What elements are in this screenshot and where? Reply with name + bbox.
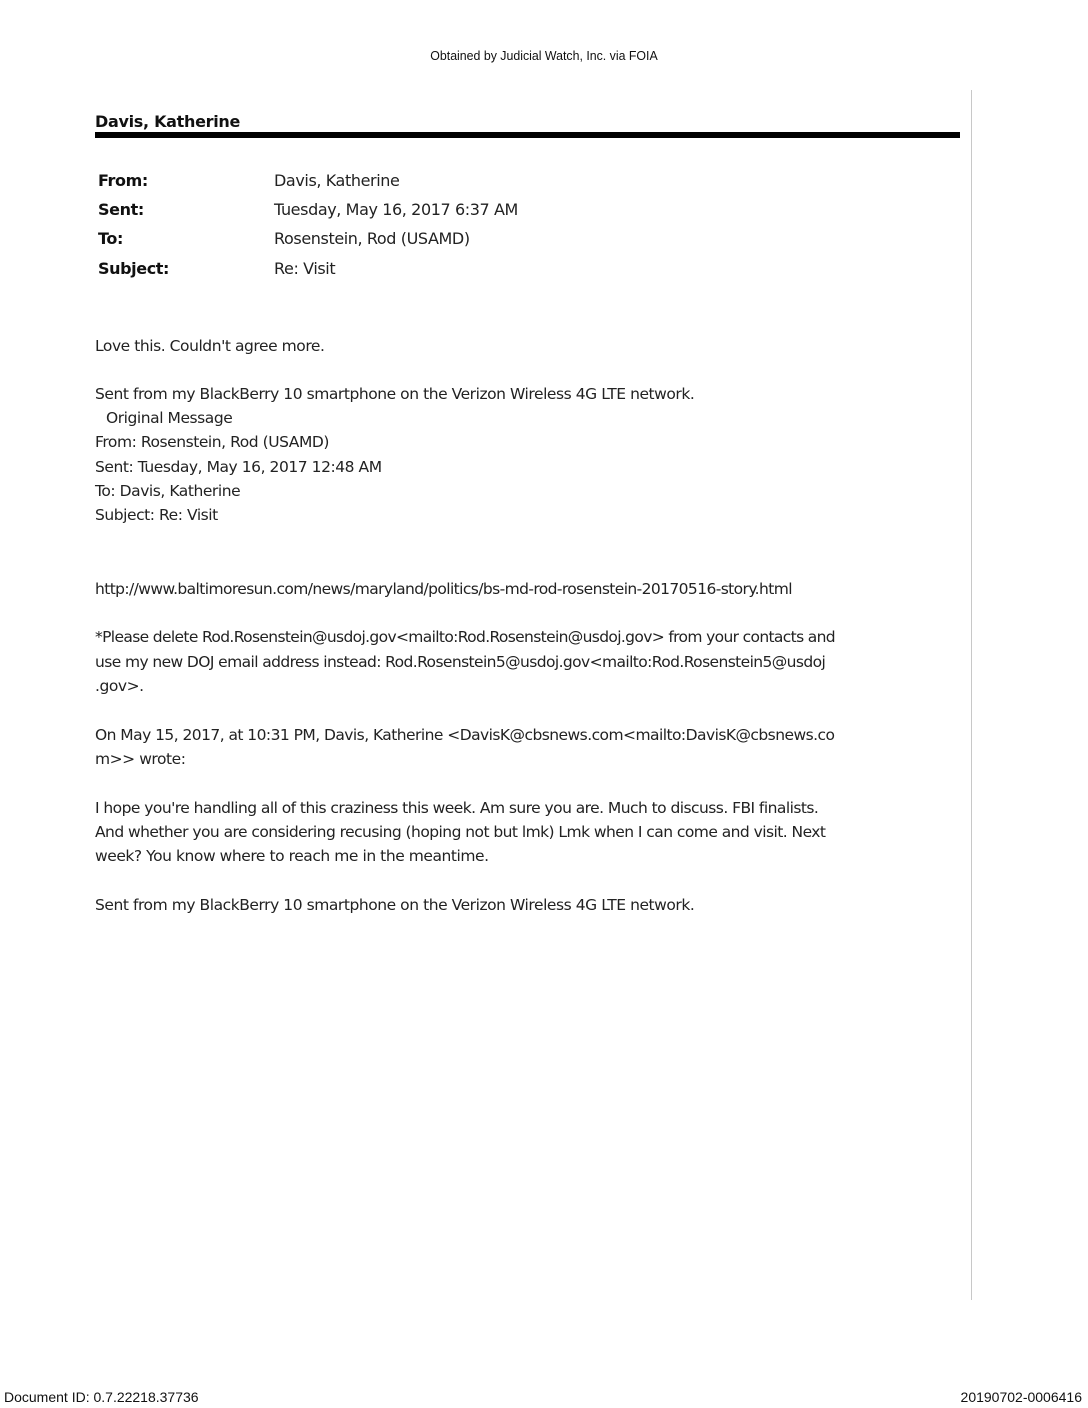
original-from: From: Rosenstein, Rod (USAMD) — [95, 433, 329, 451]
reply-text: Love this. Couldn't agree more. — [95, 337, 325, 355]
quote-header-line: On May 15, 2017, at 10:31 PM, Davis, Katherine <DavisK@cbsnews.com<mailto:DavisK@cbsnews.co — [95, 726, 835, 744]
subject-label: Subject: — [98, 259, 170, 278]
quoted-text-line: And whether you are considering recusing (hoping not but lmk) Lmk when I can come and visit. Next — [95, 823, 826, 841]
signature-line: Sent from my BlackBerry 10 smartphone on the Verizon Wireless 4G LTE network. — [95, 385, 695, 403]
sender-heading: Davis, Katherine — [95, 112, 241, 131]
to-value: Rosenstein, Rod (USAMD) — [274, 229, 470, 248]
signature-line: Sent from my BlackBerry 10 smartphone on the Verizon Wireless 4G LTE network. — [95, 896, 695, 914]
heading-rule — [95, 132, 960, 138]
sent-label: Sent: — [98, 200, 144, 219]
notice-line: .gov>. — [95, 677, 144, 695]
sent-value: Tuesday, May 16, 2017 6:37 AM — [274, 200, 518, 219]
subject-value: Re: Visit — [274, 259, 336, 278]
quoted-text-line: week? You know where to reach me in the meantime. — [95, 847, 489, 865]
foia-watermark: Obtained by Judicial Watch, Inc. via FOIA — [430, 48, 658, 63]
quote-header-line: m>> wrote: — [95, 750, 186, 768]
article-link[interactable]: http://www.baltimoresun.com/news/maryland/politics/bs-md-rod-rosenstein-20170516-story.html — [95, 580, 792, 598]
original-subject: Subject: Re: Visit — [95, 506, 218, 524]
notice-line: *Please delete Rod.Rosenstein@usdoj.gov<mailto:Rod.Rosenstein@usdoj.gov> from your contacts and — [95, 628, 835, 646]
from-label: From: — [98, 171, 148, 190]
page-border-line — [971, 90, 972, 1300]
to-label: To: — [98, 229, 123, 248]
quoted-text-line: I hope you're handling all of this craziness this week. Am sure you are. Much to discuss. FBI finalists. — [95, 799, 819, 817]
notice-line: use my new DOJ email address instead: Rod.Rosenstein5@usdoj.gov<mailto:Rod.Rosenstein5@usdoj — [95, 653, 826, 671]
original-sent: Sent: Tuesday, May 16, 2017 12:48 AM — [95, 458, 382, 476]
document-id: Document ID: 0.7.22218.37736 — [4, 1389, 199, 1405]
original-to: To: Davis, Katherine — [95, 482, 241, 500]
from-value: Davis, Katherine — [274, 171, 400, 190]
original-message-label: Original Message — [106, 409, 233, 427]
bates-number: 20190702-0006416 — [960, 1389, 1082, 1405]
